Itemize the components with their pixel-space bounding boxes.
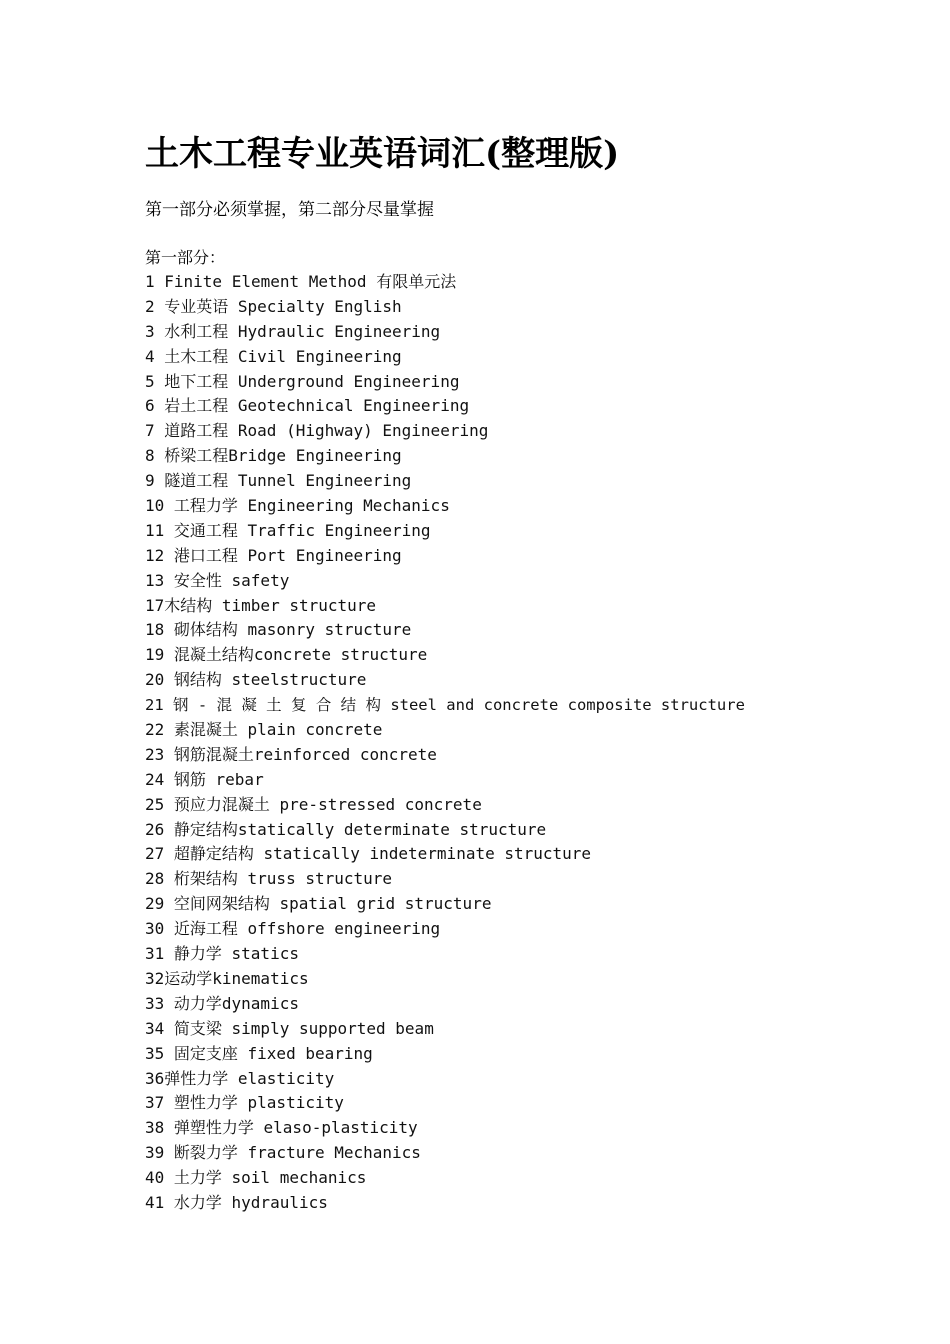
list-item: 33 动力学dynamics: [145, 993, 299, 1013]
list-item: 17木结构 timber structure: [145, 595, 377, 615]
list-item: 18 砌体结构 masonry structure: [145, 620, 412, 640]
list-item: 4 土木工程 Civil Engineering: [145, 346, 402, 366]
list-item: 8 桥梁工程Bridge Engineering: [145, 446, 402, 466]
list-item: 35 固定支座 fixed bearing: [145, 1043, 373, 1063]
list-item: 38 弹塑性力学 elaso-plasticity: [145, 1118, 418, 1138]
list-item: 30 近海工程 offshore engineering: [145, 919, 441, 939]
list-item: 24 钢筋 rebar: [145, 769, 264, 789]
list-item: 31 静力学 statics: [145, 944, 299, 964]
list-item: 12 港口工程 Port Engineering: [145, 545, 402, 565]
list-item: 41 水力学 hydraulics: [145, 1192, 328, 1212]
list-item: 34 简支梁 simply supported beam: [145, 1018, 434, 1038]
list-item: 23 钢筋混凝土reinforced concrete: [145, 744, 437, 764]
list-item: 26 静定结构statically determinate structure: [145, 819, 547, 839]
list-item: 2 专业英语 Specialty English: [145, 296, 402, 316]
list-item: 10 工程力学 Engineering Mechanics: [145, 496, 450, 516]
term-list: [145, 270, 745, 1216]
list-item: 5 地下工程 Underground Engineering: [145, 371, 460, 391]
list-item: 21 钢 - 混 凝 土 复 合 结 构 steel and concrete composite structure: [145, 696, 745, 715]
list-item: 40 土力学 soil mechanics: [145, 1168, 367, 1188]
document-subtitle: 第一部分必须掌握，第二部分尽量掌握: [145, 200, 434, 220]
list-item: 27 超静定结构 statically indeterminate structure: [145, 844, 592, 864]
list-item: 13 安全性 safety: [145, 570, 290, 590]
list-item: 11 交通工程 Traffic Engineering: [145, 520, 431, 540]
list-item: 37 塑性力学 plasticity: [145, 1093, 344, 1113]
section-heading: 第一部分：: [145, 248, 226, 267]
page-title: 土木工程专业英语词汇(整理版): [145, 134, 620, 174]
list-item: 39 断裂力学 fracture Mechanics: [145, 1143, 421, 1163]
list-item: 28 桁架结构 truss structure: [145, 869, 393, 889]
list-item: 9 隧道工程 Tunnel Engineering: [145, 471, 412, 491]
list-item: 7 道路工程 Road (Highway) Engineering: [145, 421, 489, 441]
list-item: 20 钢结构 steelstructure: [145, 670, 367, 690]
list-item: 32运动学kinematics: [145, 968, 309, 988]
list-item: 19 混凝土结构concrete structure: [145, 645, 428, 665]
list-item: 36弹性力学 elasticity: [145, 1068, 335, 1088]
list-item: 6 岩土工程 Geotechnical Engineering: [145, 396, 470, 416]
list-item: 25 预应力混凝土 pre-stressed concrete: [145, 794, 482, 814]
list-item: 1 Finite Element Method 有限单元法: [145, 272, 457, 291]
list-item: 22 素混凝土 plain concrete: [145, 720, 383, 740]
list-item: 3 水利工程 Hydraulic Engineering: [145, 321, 441, 341]
list-item: 29 空间网架结构 spatial grid structure: [145, 894, 492, 914]
